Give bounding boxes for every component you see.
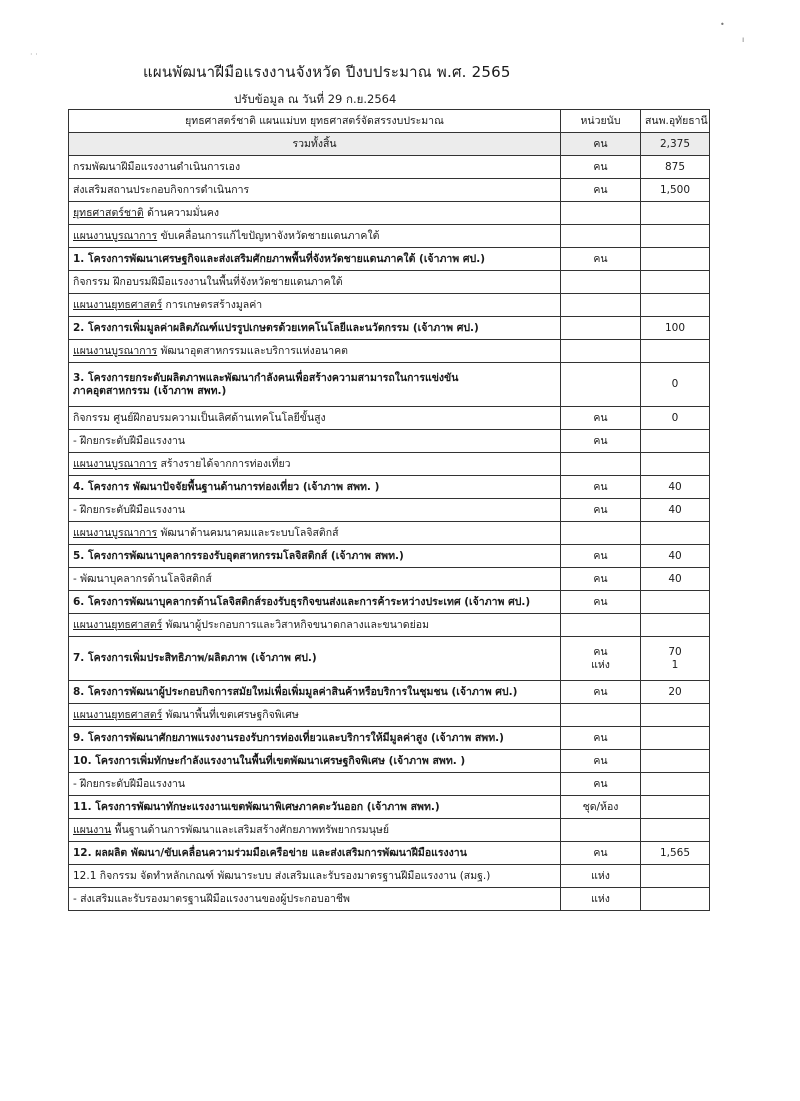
row-value (641, 865, 710, 888)
section-row (69, 704, 710, 727)
section-row (69, 294, 710, 317)
project-row (69, 750, 710, 773)
row-value: 1,565 (641, 842, 710, 865)
row-description: - ฝึกยกระดับฝีมือแรงงาน (69, 773, 561, 796)
section-label: แผนงานบูรณาการ (73, 229, 158, 242)
row-description: 5. โครงการพัฒนาบุคลากรรองรับอุตสาหกรรมโลจิสติกส์ (เจ้าภาพ สพท.) (69, 545, 561, 568)
row-description: - ส่งเสริมและรับรองมาตรฐานฝีมือแรงงานของผู้ประกอบอาชีพ (69, 888, 561, 911)
row-description: 4. โครงการ พัฒนาปัจจัยพื้นฐานด้านการท่องเที่ยว (เจ้าภาพ สพท. ) (69, 476, 561, 499)
row-unit (561, 271, 641, 294)
row-description: - พัฒนาบุคลากรด้านโลจิสติกส์ (69, 568, 561, 591)
row-unit: คน (561, 430, 641, 453)
row-value: 100 (641, 317, 710, 340)
activity-row (69, 888, 710, 911)
row-value (641, 430, 710, 453)
section-text: พัฒนาพื้นที่เขตเศรษฐกิจพิเศษ (162, 708, 299, 721)
row-unit (561, 522, 641, 545)
row-value (641, 202, 710, 225)
section-row (69, 202, 710, 225)
project-row (69, 842, 710, 865)
project-row (69, 476, 710, 499)
header-value: สนพ.อุทัยธานี (641, 110, 710, 133)
project-row (69, 681, 710, 704)
plan-table (68, 109, 710, 911)
activity-row (69, 568, 710, 591)
section-label: แผนงานบูรณาการ (73, 526, 158, 539)
section-text: พื้นฐานด้านการพัฒนาและเสริมสร้างศักยภาพทรัพยากรมนุษย์ (111, 823, 389, 836)
project-row (69, 796, 710, 819)
row-description-line: ภาคอุตสาหกรรม (เจ้าภาพ สพท.) (73, 384, 227, 397)
row-value (641, 637, 710, 681)
row-unit (561, 294, 641, 317)
project-row (69, 545, 710, 568)
row-description: 2. โครงการเพิ่มมูลค่าผลิตภัณฑ์แปรรูปเกษตรด้วยเทคโนโลยีและนวัตกรรม (เจ้าภาพ ศป.) (69, 317, 561, 340)
project-row (69, 727, 710, 750)
header-unit: หน่วยนับ (561, 110, 641, 133)
row-description (69, 453, 561, 476)
activity-row (69, 430, 710, 453)
row-unit (561, 340, 641, 363)
row-description: 6. โครงการพัฒนาบุคลากรด้านโลจิสติกส์รองรับธุรกิจขนส่งและการค้าระหว่างประเทศ (เจ้าภาพ ศป.) (69, 591, 561, 614)
total-value: 2,375 (641, 133, 710, 156)
row-unit: คน (561, 568, 641, 591)
row-description: 11. โครงการพัฒนาทักษะแรงงานเขตพัฒนาพิเศษภาคตะวันออก (เจ้าภาพ สพท.) (69, 796, 561, 819)
row-description (69, 202, 561, 225)
project-row (69, 591, 710, 614)
row-description (69, 819, 561, 842)
section-text: ด้านความมั่นคง (143, 206, 219, 219)
row-description: กิจกรรม ฝึกอบรมฝีมือแรงงานในพื้นที่จังหวัดชายแดนภาคใต้ (69, 271, 561, 294)
row-unit (561, 704, 641, 727)
section-text: สร้างรายได้จากการท่องเที่ยว (157, 457, 291, 470)
row-unit: คน (561, 591, 641, 614)
row-unit (561, 225, 641, 248)
row-unit-line: คน (593, 645, 608, 658)
row-value: 0 (641, 407, 710, 430)
total-unit: คน (561, 133, 641, 156)
row-value (641, 522, 710, 545)
section-text: การเกษตรสร้างมูลค่า (162, 298, 263, 311)
row-unit: คน (561, 681, 641, 704)
row-description (69, 340, 561, 363)
row-description: 9. โครงการพัฒนาศักยภาพแรงงานรองรับการท่องเที่ยวและบริการให้มีมูลค่าสูง (เจ้าภาพ สพท.) (69, 727, 561, 750)
project-row (69, 637, 710, 681)
row-description: - ฝึกยกระดับฝีมือแรงงาน (69, 499, 561, 522)
project-row (69, 317, 710, 340)
table-row (69, 156, 710, 179)
section-label: แผนงานยุทธศาสตร์ (73, 618, 163, 631)
row-unit: คน (561, 407, 641, 430)
row-value (641, 294, 710, 317)
scan-mark: • (720, 20, 725, 29)
row-unit: คน (561, 842, 641, 865)
row-unit: คน (561, 545, 641, 568)
row-unit (561, 363, 641, 407)
section-row (69, 225, 710, 248)
row-description (69, 294, 561, 317)
row-value (641, 248, 710, 271)
row-value: 0 (641, 363, 710, 407)
row-description: กิจกรรม ศูนย์ฝึกอบรมความเป็นเลิศด้านเทคโนโลยีขั้นสูง (69, 407, 561, 430)
row-value (641, 340, 710, 363)
project-row (69, 363, 710, 407)
row-value: 40 (641, 499, 710, 522)
row-description: 8. โครงการพัฒนาผู้ประกอบกิจการสมัยใหม่เพื่อเพิ่มมูลค่าสินค้าหรือบริการในชุมชน (เจ้าภาพ ศป.) (69, 681, 561, 704)
activity-row (69, 865, 710, 888)
row-value (641, 453, 710, 476)
section-label: แผนงานยุทธศาสตร์ (73, 708, 163, 721)
row-value (641, 271, 710, 294)
section-label: แผนงานบูรณาการ (73, 457, 158, 470)
activity-row (69, 271, 710, 294)
row-unit (561, 637, 641, 681)
row-description: 1. โครงการพัฒนาเศรษฐกิจและส่งเสริมศักยภาพพื้นที่จังหวัดชายแดนภาคใต้ (เจ้าภาพ ศป.) (69, 248, 561, 271)
row-unit (561, 202, 641, 225)
section-text: พัฒนาผู้ประกอบการและวิสาหกิจขนาดกลางและขนาดย่อม (162, 618, 430, 631)
row-description: 12. ผลผลิต พัฒนา/ขับเคลื่อนความร่วมมือเครือข่าย และส่งเสริมการพัฒนาฝีมือแรงงาน (69, 842, 561, 865)
section-row (69, 340, 710, 363)
total-row (69, 133, 710, 156)
section-row (69, 614, 710, 637)
row-description (69, 614, 561, 637)
row-unit (561, 819, 641, 842)
row-unit: คน (561, 750, 641, 773)
row-value (641, 773, 710, 796)
row-value (641, 796, 710, 819)
row-description (69, 704, 561, 727)
row-unit: แห่ง (561, 888, 641, 911)
row-description (69, 225, 561, 248)
row-value-line: 70 (668, 645, 682, 658)
section-text: พัฒนาด้านคมนาคมและระบบโลจิสติกส์ (157, 526, 339, 539)
row-description: กรมพัฒนาฝีมือแรงงานดำเนินการเอง (69, 156, 561, 179)
row-unit: คน (561, 499, 641, 522)
row-value (641, 704, 710, 727)
row-unit: แห่ง (561, 865, 641, 888)
section-label: ยุทธศาสตร์ชาติ (73, 206, 144, 219)
row-description: 7. โครงการเพิ่มประสิทธิภาพ/ผลิตภาพ (เจ้าภาพ ศป.) (69, 637, 561, 681)
table-header-row (69, 110, 710, 133)
row-value-line: 1 (671, 658, 679, 671)
section-label: แผนงานบูรณาการ (73, 344, 158, 357)
document-title: แผนพัฒนาฝีมือแรงงานจังหวัด ปีงบประมาณ พ.ศ. 2565 (143, 63, 511, 81)
row-value: 20 (641, 681, 710, 704)
row-unit: คน (561, 476, 641, 499)
row-description: 10. โครงการเพิ่มทักษะกำลังแรงงานในพื้นที่เขตพัฒนาเศรษฐกิจพิเศษ (เจ้าภาพ สพท. ) (69, 750, 561, 773)
total-label: รวมทั้งสิ้น (69, 133, 561, 156)
row-unit: คน (561, 156, 641, 179)
section-row (69, 522, 710, 545)
row-unit: คน (561, 179, 641, 202)
document-subtitle: ปรับข้อมูล ณ วันที่ 29 ก.ย.2564 (234, 92, 397, 106)
row-description (69, 363, 561, 407)
row-value (641, 888, 710, 911)
section-row (69, 453, 710, 476)
row-value: 875 (641, 156, 710, 179)
row-description: 12.1 กิจกรรม จัดทำหลักเกณฑ์ พัฒนาระบบ ส่งเสริมและรับรองมาตรฐานฝีมือแรงงาน (สมฐ.) (69, 865, 561, 888)
row-value (641, 225, 710, 248)
row-value (641, 750, 710, 773)
scan-mark: · · (30, 50, 38, 59)
row-value: 40 (641, 476, 710, 499)
row-unit (561, 317, 641, 340)
section-text: พัฒนาอุตสาหกรรมและบริการแห่งอนาคต (157, 344, 348, 357)
row-value: 40 (641, 568, 710, 591)
row-value (641, 591, 710, 614)
row-value (641, 819, 710, 842)
project-row (69, 248, 710, 271)
row-value: 40 (641, 545, 710, 568)
row-unit: คน (561, 727, 641, 750)
row-description (69, 522, 561, 545)
activity-row (69, 407, 710, 430)
header-description: ยุทธศาสตร์ชาติ แผนแม่บท ยุทธศาสตร์จัดสรรงบประมาณ (69, 110, 561, 133)
row-unit (561, 614, 641, 637)
row-description-line: 3. โครงการยกระดับผลิตภาพและพัฒนากำลังคนเพื่อสร้างความสามารถในการแข่งขัน (73, 371, 459, 384)
scan-mark: ı (742, 35, 745, 44)
row-unit-line: แห่ง (591, 658, 610, 671)
row-value (641, 727, 710, 750)
section-text: ขับเคลื่อนการแก้ไขปัญหาจังหวัดชายแดนภาคใต้ (157, 229, 380, 242)
row-value (641, 614, 710, 637)
row-value: 1,500 (641, 179, 710, 202)
row-unit: คน (561, 248, 641, 271)
section-label: แผนงาน (73, 823, 112, 836)
row-unit: คน (561, 773, 641, 796)
section-row (69, 819, 710, 842)
section-label: แผนงานยุทธศาสตร์ (73, 298, 163, 311)
activity-row (69, 499, 710, 522)
row-unit: ชุด/ห้อง (561, 796, 641, 819)
row-description: - ฝึกยกระดับฝีมือแรงงาน (69, 430, 561, 453)
activity-row (69, 773, 710, 796)
row-description: ส่งเสริมสถานประกอบกิจการดำเนินการ (69, 179, 561, 202)
table-row (69, 179, 710, 202)
row-unit (561, 453, 641, 476)
